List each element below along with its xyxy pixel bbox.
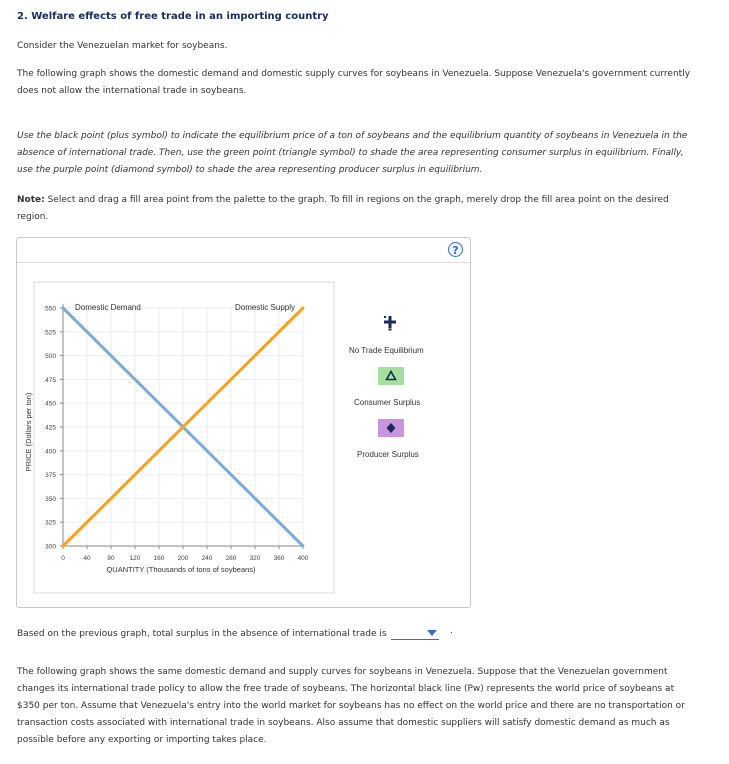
producer-surplus-label: Producer Surplus bbox=[357, 450, 419, 459]
equilibrium-label: No Trade Equilibrium bbox=[349, 346, 424, 355]
surplus-period: . bbox=[450, 626, 453, 636]
note-label: Note: bbox=[17, 195, 45, 205]
x-tick-label: 240 bbox=[201, 555, 213, 562]
help-icon[interactable]: ? bbox=[448, 242, 463, 257]
diamond-icon bbox=[378, 419, 404, 437]
instruction-line-1: Use the black point (plus symbol) to indicate the equilibrium price of a ton of soybeans and the equilibrium quantity of soybeans in Venezuela in the bbox=[17, 131, 688, 141]
note-line-1 bbox=[17, 192, 707, 209]
x-tick-label: 280 bbox=[225, 555, 237, 562]
producer-surplus-diamond-tool[interactable] bbox=[378, 419, 404, 437]
paragraph-2-line-3: $350 per ton. Assume that Venezuela's entry into the world market for soybeans has no effect on the world price and there are no transportation or bbox=[17, 701, 685, 711]
question-title: 2. Welfare effects of free trade in an importing country bbox=[17, 11, 329, 22]
y-tick-label: 525 bbox=[45, 329, 56, 337]
instruction-line-2: absence of international trade. Then, use the green point (triangle symbol) to shade the area representing consumer surplus in equilibrium. Finally, bbox=[17, 148, 684, 158]
note-line-2: region. bbox=[17, 212, 49, 222]
y-axis-label: PRICE (Dollars per ton) bbox=[24, 392, 33, 472]
surplus-question: Based on the previous graph, total surplus in the absence of international trade is bbox=[17, 629, 387, 639]
consumer-surplus-label: Consumer Surplus bbox=[354, 398, 421, 407]
y-tick-label: 550 bbox=[45, 305, 56, 313]
graph-panel bbox=[16, 237, 471, 608]
paragraph-2-line-4: transaction costs associated with international trade in soybeans. Also assume that domestic suppliers will satisfy domestic demand as much as bbox=[17, 718, 670, 728]
instruction-line-3: use the purple point (diamond symbol) to shade the area representing producer surplus in equilibrium. bbox=[17, 165, 483, 175]
intro-text: Consider the Venezuelan market for soybeans. bbox=[17, 41, 228, 51]
consumer-surplus-triangle-tool[interactable] bbox=[378, 367, 404, 385]
x-tick-label: 360 bbox=[273, 555, 285, 562]
domestic-demand-label: Domestic Demand bbox=[75, 303, 141, 312]
note-text: Select and drag a fill area point from the palette to the graph. To fill in regions on the graph, merely drop the fill area point on the desired bbox=[44, 195, 669, 205]
x-tick-label: 160 bbox=[153, 555, 165, 562]
y-tick-label: 375 bbox=[45, 472, 56, 480]
dropdown-arrow-icon bbox=[427, 630, 437, 636]
x-tick-label: 0 bbox=[61, 555, 65, 562]
paragraph-1-line-2: does not allow the international trade in soybeans. bbox=[17, 86, 247, 96]
x-tick-label: 200 bbox=[177, 555, 189, 562]
y-tick-label: 350 bbox=[45, 495, 56, 503]
paragraph-2-line-1: The following graph shows the same domestic demand and supply curves for soybeans in Venezuela. Suppose that the Venezuelan government bbox=[17, 667, 668, 677]
triangle-icon bbox=[378, 367, 404, 385]
y-tick-label: 450 bbox=[45, 400, 56, 408]
x-tick-label: 120 bbox=[129, 555, 141, 562]
paragraph-2-line-2: changes its international trade policy to allow the free trade of soybeans. The horizontal black line (Pw) represents the world price of soybeans at bbox=[17, 684, 675, 694]
x-axis-label: QUANTITY (Thousands of tons of soybeans) bbox=[106, 565, 256, 574]
y-tick-label: 475 bbox=[45, 376, 56, 384]
x-tick-label: 40 bbox=[83, 555, 91, 562]
paragraph-2-line-5: possible before any exporting or importing takes place. bbox=[17, 735, 267, 745]
y-tick-label: 500 bbox=[45, 353, 56, 361]
y-tick-label: 400 bbox=[45, 448, 56, 456]
paragraph-1-line-1: The following graph shows the domestic demand and domestic supply curves for soybeans in Venezuela. Suppose Venezuela's government currently bbox=[17, 69, 691, 79]
x-tick-label: 400 bbox=[297, 555, 309, 562]
domestic-supply-label: Domestic Supply bbox=[234, 303, 295, 312]
y-tick-label: 325 bbox=[45, 519, 56, 527]
y-tick-label: 425 bbox=[45, 424, 56, 432]
equilibrium-plus-tool[interactable] bbox=[383, 315, 397, 331]
y-tick-label: 300 bbox=[45, 543, 56, 551]
x-tick-label: 80 bbox=[107, 555, 115, 562]
x-tick-label: 320 bbox=[249, 555, 261, 562]
total-surplus-dropdown[interactable] bbox=[391, 627, 439, 640]
